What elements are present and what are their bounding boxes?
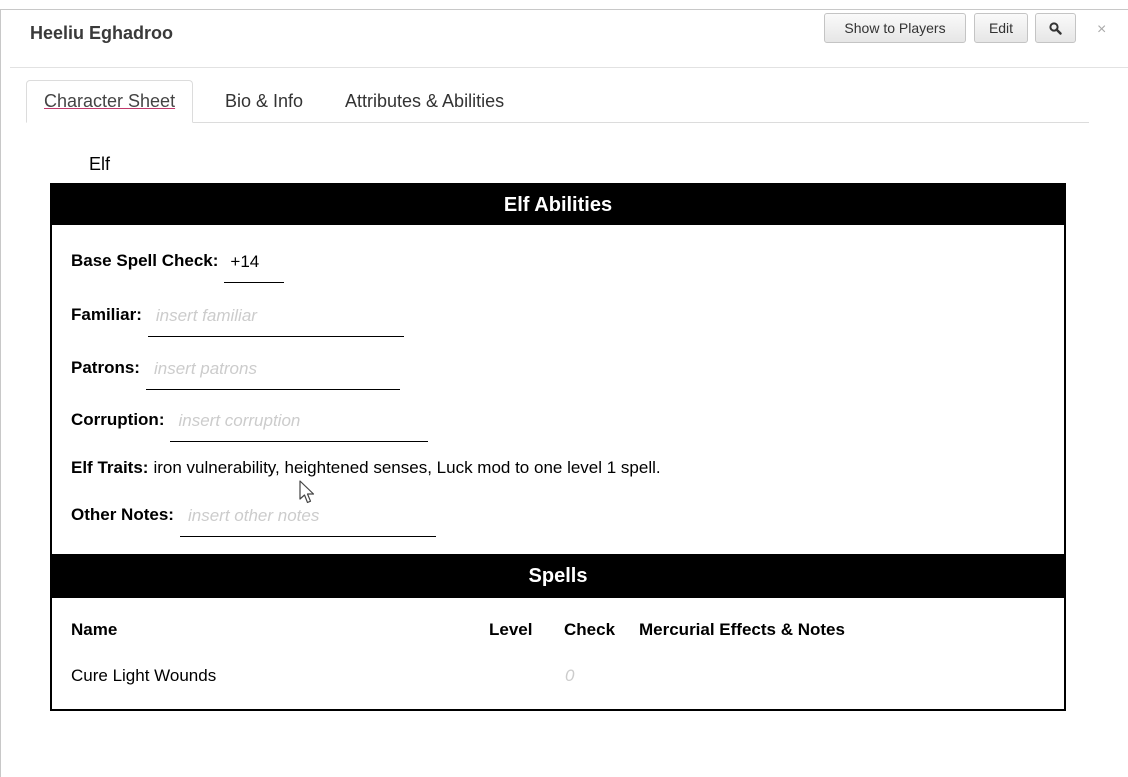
base-spell-check-input[interactable]: +14: [224, 253, 284, 283]
patrons-input[interactable]: insert patrons: [146, 360, 400, 390]
elf-traits-label: Elf Traits:: [71, 458, 149, 477]
tab-bio-info[interactable]: Bio & Info: [225, 91, 304, 111]
dialog-title: Heeliu Eghadroo: [30, 23, 174, 43]
spells-col-notes: Mercurial Effects & Notes: [639, 620, 845, 639]
tab-bar: [26, 80, 1089, 123]
elf-abilities-header: Elf Abilities: [52, 185, 1064, 225]
search-button[interactable]: [1035, 13, 1076, 43]
patrons-label: Patrons:: [71, 358, 140, 377]
spell-name-cell[interactable]: Cure Light Wounds: [71, 666, 217, 685]
corruption-input[interactable]: insert corruption: [170, 412, 428, 442]
spells-col-level: Level: [489, 620, 533, 639]
other-notes-label: Other Notes:: [71, 505, 174, 524]
edit-button[interactable]: Edit: [974, 13, 1028, 43]
show-to-players-button[interactable]: Show to Players: [824, 13, 966, 43]
other-notes-field: [71, 505, 436, 525]
patrons-field: [71, 358, 400, 378]
window-frame-top: [0, 9, 1128, 10]
tab-attributes-abilities[interactable]: Attributes & Abilities: [345, 91, 505, 111]
familiar-label: Familiar:: [71, 305, 142, 324]
base-spell-check-label: Base Spell Check:: [71, 251, 219, 270]
mouse-cursor-icon: [299, 480, 317, 506]
class-name: Elf: [89, 154, 111, 174]
elf-traits-value: iron vulnerability, heightened senses, Luck mod to one level 1 spell.: [153, 458, 661, 477]
tab-character-sheet[interactable]: [26, 80, 193, 123]
other-notes-input[interactable]: insert other notes: [180, 507, 436, 537]
familiar-field: [71, 305, 404, 325]
spell-check-input[interactable]: 0: [565, 666, 575, 685]
spells-col-name: Name: [71, 620, 118, 639]
base-spell-check-field: [71, 251, 284, 271]
search-icon: [1049, 22, 1062, 35]
corruption-label: Corruption:: [71, 410, 165, 429]
header-divider: [10, 67, 1128, 68]
spells-col-check: Check: [564, 620, 616, 639]
elf-abilities-panel: [50, 183, 1066, 711]
familiar-input[interactable]: insert familiar: [148, 307, 404, 337]
corruption-field: [71, 410, 428, 430]
close-icon[interactable]: ×: [1097, 21, 1107, 38]
window-frame-left: [0, 9, 1, 777]
elf-traits-field: [71, 458, 661, 478]
tab-label: Character Sheet: [44, 91, 176, 111]
spells-header: Spells: [52, 554, 1064, 598]
